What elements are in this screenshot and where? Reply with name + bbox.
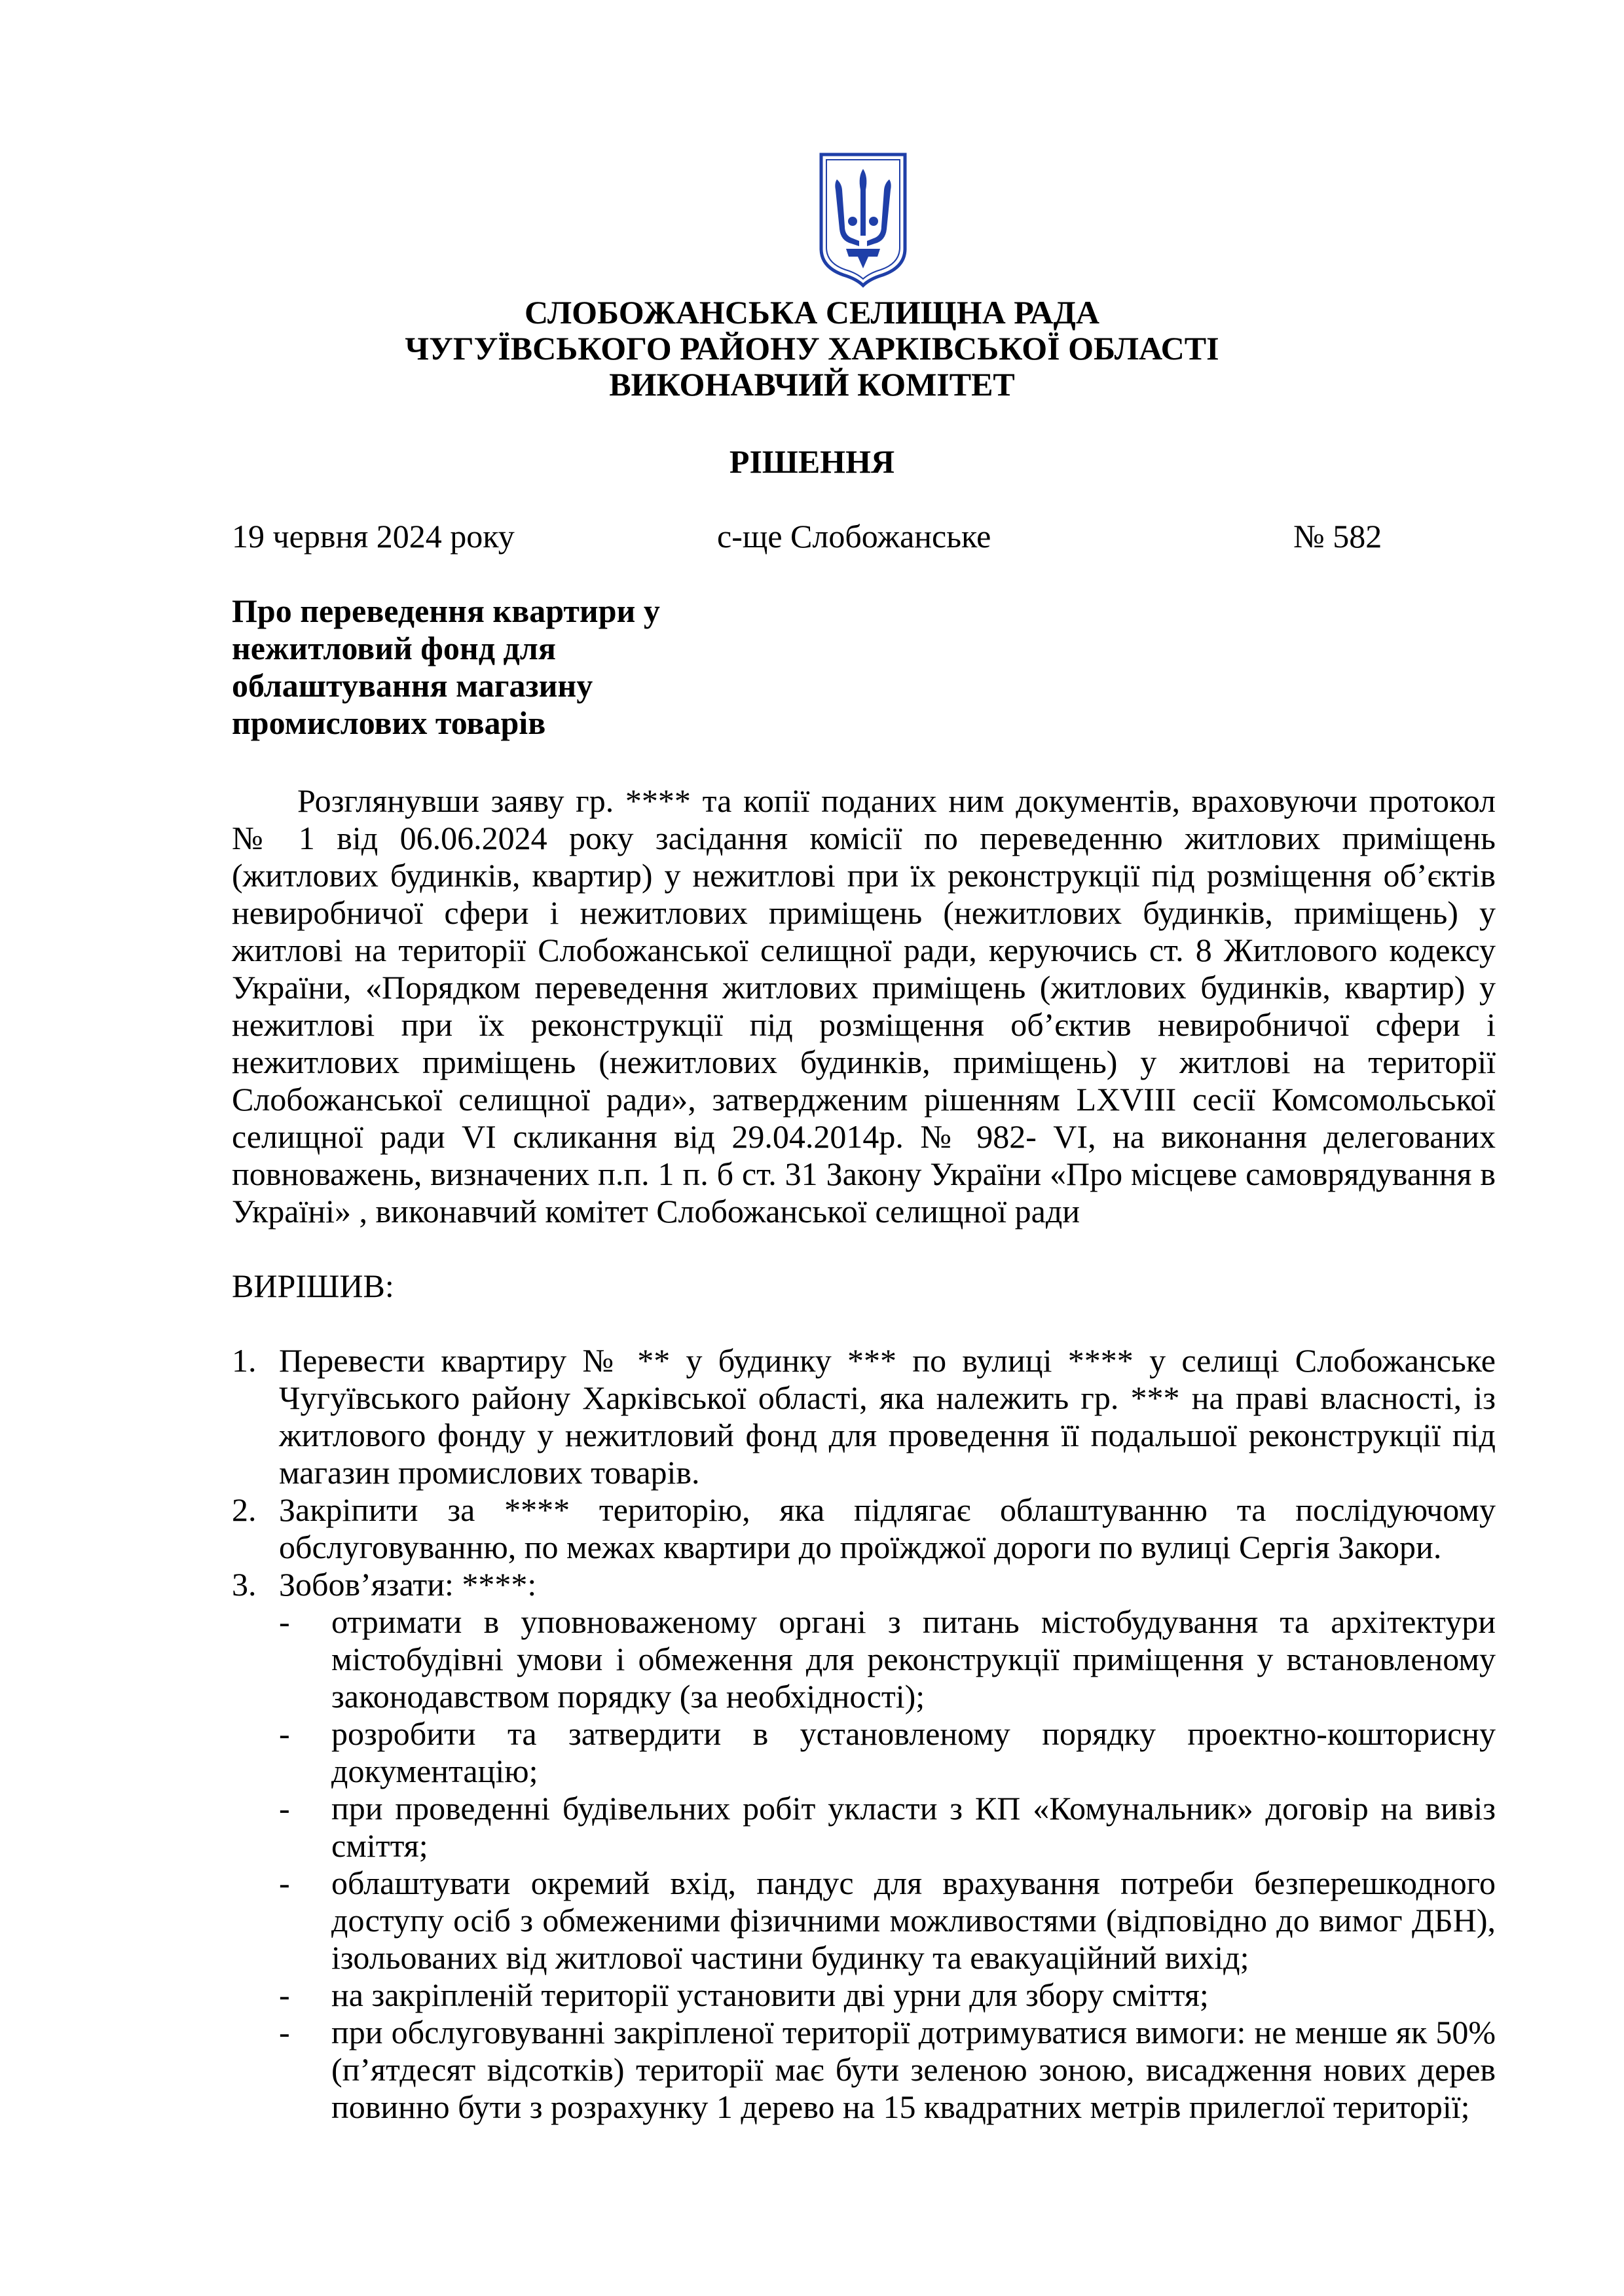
decision-number: № 582: [1293, 518, 1382, 555]
sub-item-text: при обслуговуванні закріпленої території дотримуватися вимоги: не менше як 50% (п’ятдесят відсотків) території має бути зеленою зоною, висадження нових дерев повинно бути з розрахунку 1 дерево на 15 квадратних метрів прилеглої території;: [331, 2014, 1496, 2125]
preamble-paragraph: Розглянувши заяву гр. **** та копії поданих ним документів, враховуючи протокол № 1 від 06.06.2024 року засідання комісії по переведенню житлових приміщень (житлових будинків, квартир) у нежитлові при їх реконструкції під розміщення об’єктів невиробничої сфери і нежитлових приміщень (нежитлових будинків, приміщень) у житлові на території Слобожанської селищної ради, керуючись ст. 8 Житлового кодексу України, «Порядком переведення житлових приміщень (житлових будинків, квартир) у нежитлові при їх реконструкції під розміщення об’єктив невиробничої сфери і нежитлових приміщень (нежитлових будинків, приміщень) у житлові на території Слобожанської селищної ради», затвердженим рішенням LXVIII сесії Комсомольської селищної ради VI скликання від 29.04.2014р. № 982- VI, на виконання делегованих повноважень, визначених п.п. 1 п. б ст. 31 Закону України «Про місцеве самоврядування в Україні» , виконавчий комітет Слобожанської селищної ради: [232, 782, 1496, 1230]
sub-item-text: на закріпленій території установити дві урни для збору сміття;: [331, 1977, 1209, 2013]
coat-of-arms-trident-icon: [817, 151, 909, 288]
item-text: Закріпити за **** територію, яка підлягає облаштуванню та послідуючому обслуговуванню, по межах квартири до проїжджої дороги по вулиці Сергія Закори.: [279, 1491, 1496, 1565]
sub-list-item: [279, 2014, 1496, 2126]
bullet-dash: -: [279, 1977, 290, 2013]
bullet-dash: -: [279, 1865, 290, 1901]
sub-list-item: [279, 1865, 1496, 1977]
district-name: ЧУГУЇВСЬКОГО РАЙОНУ ХАРКІВСЬКОЇ ОБЛАСТІ: [405, 330, 1219, 367]
item-number: 1.: [232, 1342, 257, 1379]
list-item: [232, 1342, 1496, 1491]
sub-item-text: облаштувати окремий вхід, пандус для врахування потреби безперешкодного доступу осіб з обмеженими фізичними можливостями (відповідно до вимог ДБН), ізольованих від житлової частини будинку та евакуаційний вихід;: [331, 1865, 1496, 1976]
item-number: 3.: [232, 1566, 257, 1603]
executive-committee: ВИКОНАВЧИЙ КОМІТЕТ: [609, 366, 1015, 403]
bullet-dash: -: [279, 2014, 290, 2050]
document-title: РІШЕННЯ: [729, 443, 895, 480]
decision-place: с-ще Слобожанське: [717, 518, 991, 555]
decision-items: [232, 1342, 1496, 2126]
list-item: [232, 1566, 1496, 1603]
bullet-dash: -: [279, 1790, 290, 1827]
sub-list-item: [279, 1790, 1496, 1865]
decision-subject: Про переведення квартири у нежитловий фонд для облаштування магазину промислових товарів: [232, 592, 660, 741]
bullet-dash: -: [279, 1603, 290, 1640]
list-item: [232, 1491, 1496, 1566]
item-number: 2.: [232, 1491, 257, 1528]
decision-date: 19 червня 2024 року: [232, 518, 515, 555]
item-text: Перевести квартиру № ** у будинку *** по вулиці **** у селищі Слобожанське Чугуївського району Харківської області, яка належить гр. *** на праві власності, із житлового фонду у нежитловий фонд для проведення її подальшої реконструкції під магазин промислових товарів.: [279, 1342, 1496, 1491]
sub-list-item: [279, 1715, 1496, 1790]
council-name: СЛОБОЖАНСЬКА СЕЛИЩНА РАДА: [525, 294, 1099, 331]
item-text: Зобов’язати: ****:: [279, 1566, 537, 1603]
sub-list-item: [279, 1977, 1496, 2014]
sub-list-item: [279, 1603, 1496, 1715]
sub-item-text: при проведенні будівельних робіт укласти з КП «Комунальник» договір на вивіз сміття;: [331, 1790, 1496, 1864]
resolved-label: ВИРІШИВ:: [232, 1267, 394, 1304]
sub-item-text: розробити та затвердити в установленому порядку проектно-кошторисну документацію;: [331, 1715, 1496, 1789]
bullet-dash: -: [279, 1715, 290, 1752]
obligations-list: [279, 1603, 1496, 2126]
sub-item-text: отримати в уповноваженому органі з питань містобудування та архітектури містобудівні умови і обмеження для реконструкції приміщення у встановленому законодавством порядку (за необхідності);: [331, 1603, 1496, 1715]
